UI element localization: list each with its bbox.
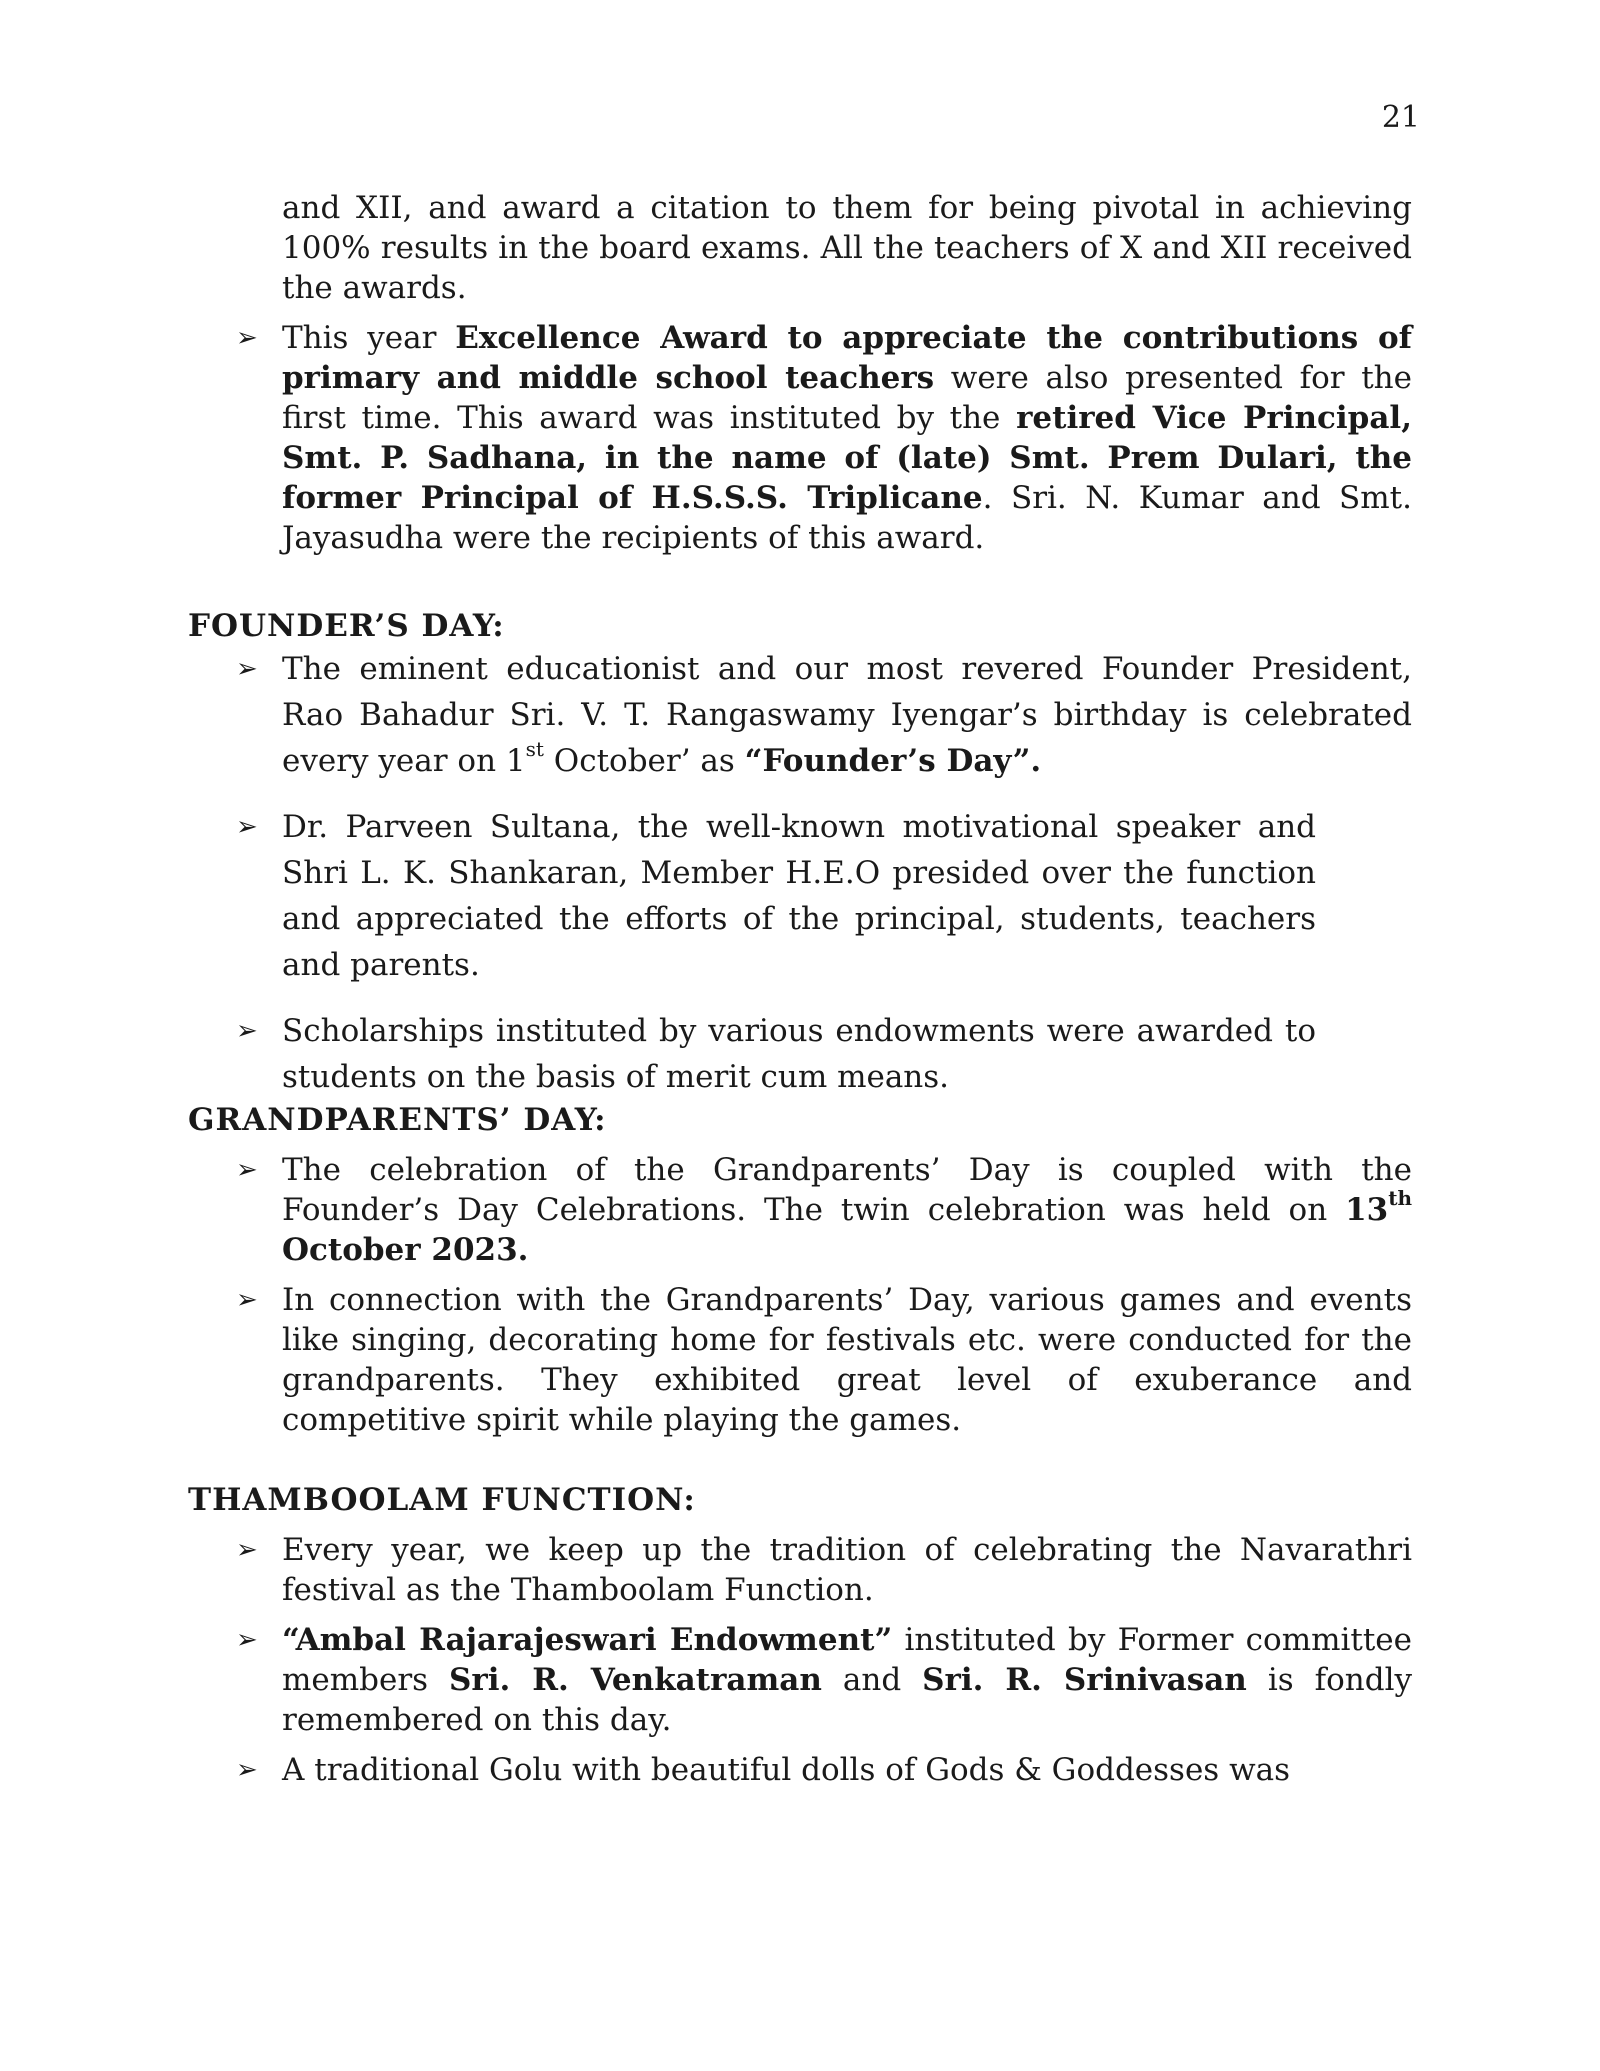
arrow-bullet-icon: ➢ [236, 1016, 258, 1046]
section-heading-thamboolam-function: THAMBOOLAM FUNCTION: [188, 1482, 696, 1518]
arrow-bullet-icon: ➢ [236, 654, 258, 684]
arrow-bullet-icon: ➢ [236, 1155, 258, 1185]
bullet-item-grandparents-games: ➢ In connection with the Grandparents’ Day, various games and events like singing, decorating home for festivals etc. were conducted for the grandparents. They exhibited great level of exuberance and competitive spirit while playing the games. [236, 1282, 1412, 1438]
bullet-item-chief-guests: ➢ Dr. Parveen Sultana, the well-known motivational speaker and Shri L. K. Shankaran, Member H.E.O presided over the function and appreciated the efforts of the principal, students, teachers and parents. [282, 804, 1316, 988]
page-number: 21 [1381, 100, 1420, 135]
section-heading-founders-day: FOUNDER’S DAY: [188, 608, 505, 644]
bullet-item-founders-birthday: ➢ The eminent educationist and our most revered Founder President, Rao Bahadur Sri. V. T. Rangaswamy Iyengar’s birthday is celebrated every year on 1st October’ as “Founder’s Day”. [282, 646, 1412, 784]
bullet-item-twin-celebration: ➢ The celebration of the Grandparents’ Day is coupled with the Founder’s Day Celebrations. The twin celebration was held on 13th October 2023. [236, 1152, 1412, 1268]
page-content [0, 188, 1600, 1790]
arrow-bullet-icon: ➢ [236, 323, 258, 353]
bullet-item-excellence-award: ➢ This year Excellence Award to appreciate the contributions of primary and middle school teachers were also presented for the first time. This award was instituted by the retired Vice Principal, Smt. P. Sadhana, in the name of (late) Smt. Prem Dulari, the former Principal of H.S.S.S. Triplicane. Sri. N. Kumar and Smt. Jayasudha were the recipients of this award. [236, 320, 1412, 556]
arrow-bullet-icon: ➢ [236, 812, 258, 842]
arrow-bullet-icon: ➢ [236, 1625, 258, 1655]
paragraph-teacher-awards-continued: and XII, and award a citation to them for being pivotal in achieving 100% results in the board exams. All the teachers of X and XII received the awards. [282, 190, 1412, 306]
bullet-item-scholarships: ➢ Scholarships instituted by various endowments were awarded to students on the basis of merit cum means. [282, 1008, 1316, 1100]
bullet-item-golu: ➢ A traditional Golu with beautiful dolls of Gods & Goddesses was [236, 1752, 1290, 1788]
arrow-bullet-icon: ➢ [236, 1285, 258, 1315]
bullet-item-ambal-endowment: ➢ “Ambal Rajarajeswari Endowment” instituted by Former committee members Sri. R. Venkatraman and Sri. R. Srinivasan is fondly remembered on this day. [236, 1622, 1413, 1738]
arrow-bullet-icon: ➢ [236, 1755, 258, 1785]
section-heading-grandparents-day: GRANDPARENTS’ DAY: [188, 1102, 607, 1138]
bullet-item-navarathri-tradition: ➢ Every year, we keep up the tradition of celebrating the Navarathri festival as the Thamboolam Function. [236, 1532, 1412, 1608]
arrow-bullet-icon: ➢ [236, 1535, 258, 1565]
